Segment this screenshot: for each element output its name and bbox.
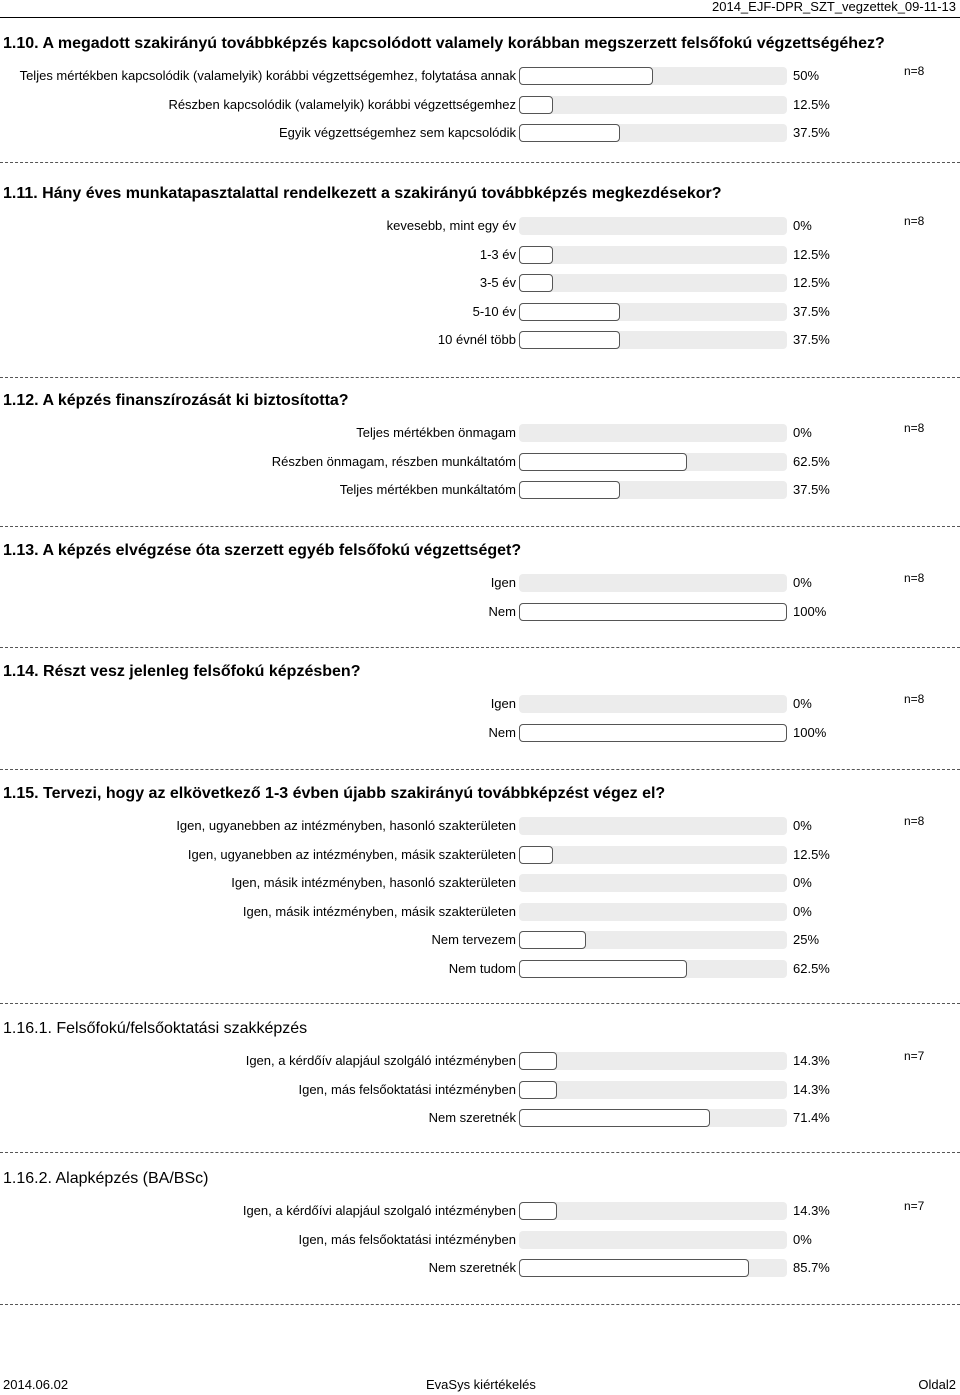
answer-percentage: 0% xyxy=(793,218,812,233)
answer-percentage: 12.5% xyxy=(793,246,830,262)
answer-row xyxy=(0,1259,960,1281)
bar-fill xyxy=(519,274,553,292)
bar-fill xyxy=(519,246,553,264)
bar-track xyxy=(519,903,787,921)
answer-label: Igen, más felsőoktatási intézményben xyxy=(298,1081,516,1097)
answer-percentage: 0% xyxy=(793,575,812,590)
bar-track xyxy=(519,695,787,713)
question-title: 1.16.1. Felsőfokú/felsőoktatási szakképzés xyxy=(3,1020,308,1037)
bar-track xyxy=(519,1231,787,1249)
answer-row xyxy=(0,481,960,503)
question-title: 1.10. A megadott szakirányú továbbképzés kapcsolódott valamely korábban megszerzett felsőfokú végzettségéhez? xyxy=(3,35,885,52)
bar-track xyxy=(519,217,787,235)
answer-row xyxy=(0,1052,960,1074)
answer-label: Részben önmagam, részben munkáltatóm xyxy=(271,453,516,469)
answer-percentage: 37.5% xyxy=(793,482,830,497)
response-count: n=8 xyxy=(904,692,925,706)
bar-fill xyxy=(519,846,553,864)
answer-percentage: 50% xyxy=(793,68,820,83)
answer-label: Igen, másik intézményben, hasonló szakterületen xyxy=(231,875,516,890)
bar-fill xyxy=(519,331,620,349)
answer-row xyxy=(0,274,960,296)
header-rule xyxy=(0,17,960,18)
footer-page: Oldal2 xyxy=(918,1377,956,1392)
answer-row xyxy=(0,217,960,239)
bar-track xyxy=(519,67,787,85)
answer-percentage: 12.5% xyxy=(793,846,830,862)
bar-track xyxy=(519,481,787,499)
question-title: 1.13. A képzés elvégzése óta szerzett egyéb felsőfokú végzettséget? xyxy=(3,542,522,559)
answer-percentage: 100% xyxy=(793,724,827,740)
response-count: n=7 xyxy=(904,1199,925,1213)
bar-track xyxy=(519,874,787,892)
answer-label: Teljes mértékben önmagam xyxy=(356,425,516,440)
section-divider xyxy=(0,1152,960,1153)
answer-row xyxy=(0,424,960,446)
answer-label: Igen, más felsőoktatási intézményben xyxy=(298,1231,516,1247)
answer-label: Igen, másik intézményben, másik szakterületen xyxy=(242,903,516,919)
section-divider xyxy=(0,377,960,378)
section-divider xyxy=(0,526,960,527)
answer-label: Igen, a kérdőívi alapjául szolgaló intézményben xyxy=(242,1203,516,1218)
question-title: 1.11. Hány éves munkatapasztalattal rendelkezett a szakirányú továbbképzés megkezdésekor? xyxy=(3,185,722,202)
answer-row xyxy=(0,453,960,475)
bar-fill xyxy=(519,1052,557,1070)
answer-row xyxy=(0,124,960,146)
question-title: 1.12. A képzés finanszírozását ki biztosította? xyxy=(3,392,349,409)
answer-row xyxy=(0,874,960,896)
section-divider xyxy=(0,647,960,648)
answer-percentage: 62.5% xyxy=(793,960,830,976)
bar-track xyxy=(519,603,787,621)
answer-percentage: 0% xyxy=(793,903,812,919)
bar-fill xyxy=(519,603,787,621)
answer-label: Egyik végzettségemhez sem kapcsolódik xyxy=(278,125,516,140)
bar-fill xyxy=(519,67,653,85)
answer-percentage: 25% xyxy=(793,932,820,947)
answer-percentage: 12.5% xyxy=(793,275,830,290)
bar-fill xyxy=(519,724,787,742)
answer-percentage: 0% xyxy=(793,875,812,890)
bar-track xyxy=(519,1259,787,1277)
bar-track xyxy=(519,931,787,949)
document-id: 2014_EJF-DPR_SZT_vegzettek_09-11-13 xyxy=(712,0,956,14)
bar-fill xyxy=(519,1202,557,1220)
answer-percentage: 71.4% xyxy=(793,1110,830,1125)
answer-label: Nem xyxy=(488,724,516,740)
answer-row xyxy=(0,331,960,353)
answer-label: Igen xyxy=(490,575,516,590)
bar-track xyxy=(519,1202,787,1220)
answer-row xyxy=(0,1231,960,1253)
response-count: n=8 xyxy=(904,64,925,78)
bar-track xyxy=(519,960,787,978)
question-title: 1.16.2. Alapképzés (BA/BSc) xyxy=(3,1170,209,1187)
answer-row xyxy=(0,960,960,982)
answer-percentage: 100% xyxy=(793,603,827,619)
answer-label: Nem szeretnék xyxy=(428,1110,516,1125)
bar-fill xyxy=(519,931,586,949)
bar-fill xyxy=(519,1109,710,1127)
answer-row xyxy=(0,1109,960,1131)
footer-date: 2014.06.02 xyxy=(3,1377,69,1392)
answer-row xyxy=(0,603,960,625)
answer-row xyxy=(0,246,960,268)
answer-label: Nem szeretnék xyxy=(428,1260,516,1275)
bar-track xyxy=(519,331,787,349)
answer-row xyxy=(0,695,960,717)
answer-label: Teljes mértékben kapcsolódik (valamelyik) korábbi végzettségemhez, folytatása annak xyxy=(19,68,516,83)
bar-track xyxy=(519,846,787,864)
answer-percentage: 85.7% xyxy=(793,1260,830,1275)
bar-track xyxy=(519,453,787,471)
bar-track xyxy=(519,303,787,321)
answer-label: Nem tudom xyxy=(448,960,516,976)
bar-track xyxy=(519,1109,787,1127)
answer-label: Teljes mértékben munkáltatóm xyxy=(339,482,516,497)
bar-track xyxy=(519,817,787,835)
section-divider xyxy=(0,769,960,770)
bar-track xyxy=(519,246,787,264)
bar-track xyxy=(519,724,787,742)
bar-fill xyxy=(519,96,553,114)
answer-label: 1-3 év xyxy=(479,246,516,262)
answer-label: Nem xyxy=(488,603,516,619)
bar-fill xyxy=(519,303,620,321)
bar-fill xyxy=(519,453,687,471)
bar-fill xyxy=(519,1081,557,1099)
question-title: 1.14. Részt vesz jelenleg felsőfokú képzésben? xyxy=(3,663,361,680)
bar-track xyxy=(519,1052,787,1070)
answer-percentage: 62.5% xyxy=(793,453,830,469)
bar-track xyxy=(519,96,787,114)
response-count: n=8 xyxy=(904,571,925,585)
section-divider xyxy=(0,1304,960,1305)
answer-label: kevesebb, mint egy év xyxy=(386,218,516,233)
answer-label: 10 évnél több xyxy=(437,332,516,347)
answer-percentage: 37.5% xyxy=(793,125,830,140)
answer-row xyxy=(0,1202,960,1224)
bar-fill xyxy=(519,124,620,142)
answer-percentage: 0% xyxy=(793,1231,812,1247)
answer-row xyxy=(0,1081,960,1103)
bar-fill xyxy=(519,481,620,499)
response-count: n=8 xyxy=(904,814,925,828)
answer-row xyxy=(0,903,960,925)
answer-row xyxy=(0,303,960,325)
answer-percentage: 0% xyxy=(793,818,812,833)
question-title: 1.15. Tervezi, hogy az elkövetkező 1-3 évben újabb szakirányú továbbképzést végez el? xyxy=(3,785,666,802)
bar-track xyxy=(519,574,787,592)
answer-label: Igen, ugyanebben az intézményben, másik szakterületen xyxy=(187,846,516,862)
answer-percentage: 14.3% xyxy=(793,1203,830,1218)
answer-label: 5-10 év xyxy=(472,303,516,319)
answer-row xyxy=(0,724,960,746)
bar-track xyxy=(519,1081,787,1099)
answer-percentage: 37.5% xyxy=(793,303,830,319)
answer-percentage: 14.3% xyxy=(793,1053,830,1068)
response-count: n=7 xyxy=(904,1049,925,1063)
bar-fill xyxy=(519,960,687,978)
answer-label: Igen, ugyanebben az intézményben, hasonló szakterületen xyxy=(176,818,516,833)
answer-row xyxy=(0,96,960,118)
answer-percentage: 0% xyxy=(793,425,812,440)
answer-percentage: 37.5% xyxy=(793,332,830,347)
response-count: n=8 xyxy=(904,421,925,435)
response-count: n=8 xyxy=(904,214,925,228)
answer-percentage: 12.5% xyxy=(793,96,830,112)
answer-label: 3-5 év xyxy=(479,275,516,290)
bar-track xyxy=(519,274,787,292)
bar-fill xyxy=(519,1259,749,1277)
answer-label: Igen xyxy=(490,696,516,711)
answer-row xyxy=(0,846,960,868)
answer-row xyxy=(0,574,960,596)
answer-label: Nem tervezem xyxy=(431,932,516,947)
answer-percentage: 0% xyxy=(793,696,812,711)
answer-row xyxy=(0,67,960,89)
bar-track xyxy=(519,424,787,442)
footer-center: EvaSys kiértékelés xyxy=(426,1377,536,1392)
answer-row xyxy=(0,817,960,839)
section-divider xyxy=(0,1003,960,1004)
answer-label: Igen, a kérdőív alapjául szolgáló intézményben xyxy=(245,1053,516,1068)
section-divider xyxy=(0,162,960,163)
answer-row xyxy=(0,931,960,953)
bar-track xyxy=(519,124,787,142)
answer-percentage: 14.3% xyxy=(793,1081,830,1097)
answer-label: Részben kapcsolódik (valamelyik) korábbi végzettségemhez xyxy=(168,96,516,112)
